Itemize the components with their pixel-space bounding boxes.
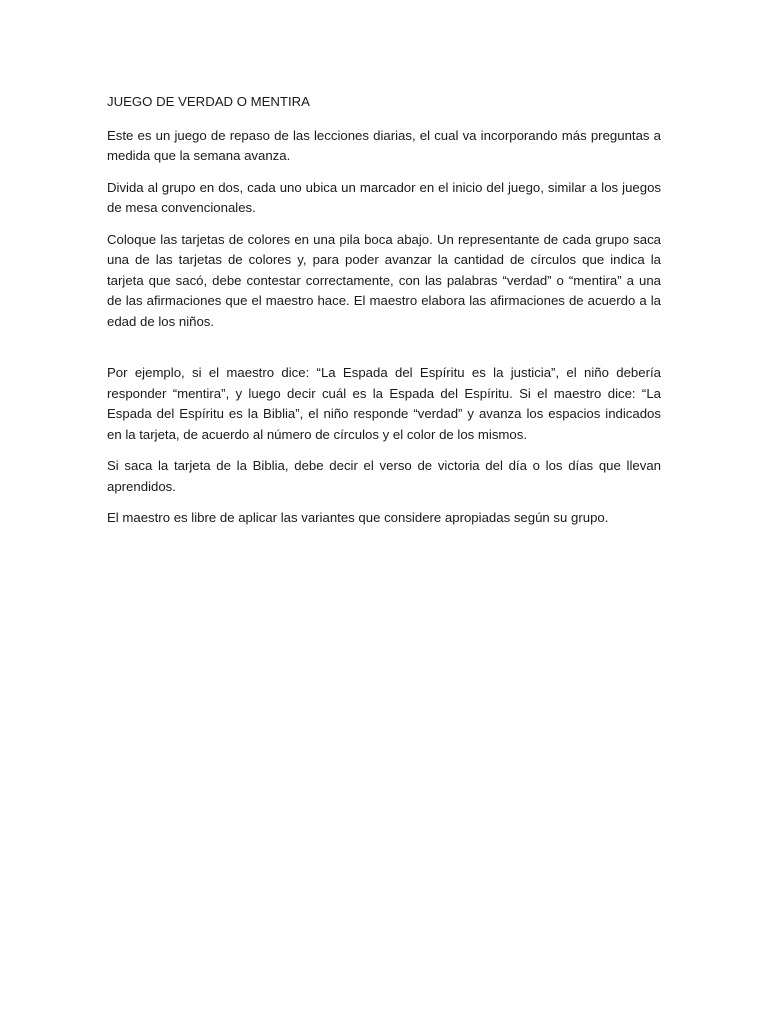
paragraph-bible-card: Si saca la tarjeta de la Biblia, debe decir el verso de victoria del día o los días que llevan aprendidos. [107,458,661,494]
paragraph-variants: El maestro es libre de aplicar las variantes que considere apropiadas según su grupo. [107,510,609,525]
paragraph-groups: Divida al grupo en dos, cada uno ubica un marcador en el inicio del juego, similar a los juegos de mesa convencionales. [107,179,661,215]
document-title: JUEGO DE VERDAD O MENTIRA [107,94,310,109]
paragraph-cards: Coloque las tarjetas de colores en una pila boca abajo. Un representante de cada grupo saca una de las tarjetas de colores y, para poder avanzar la cantidad de círculos que indica la tarjeta que sacó, debe contestar correctamente, con las palabras “verdad” o “mentira” a una de las afirmaciones que el maestro hace. El maestro elabora las afirmaciones de acuerdo a la edad de los niños. [107,231,661,329]
blank-line [107,343,661,363]
paragraph-example: Por ejemplo, si el maestro dice: “La Espada del Espíritu es la justicia”, el niño debería responder “mentira”, y luego decir cuál es la Espada del Espíritu. Si el maestro dice: “La Espada del Espíritu es la Biblia”, el niño responde “verdad” y avanza los espacios indicados en la tarjeta, de acuerdo al número de círculos y el color de los mismos. [107,365,661,442]
paragraph-intro: Este es un juego de repaso de las lecciones diarias, el cual va incorporando más preguntas a medida que la semana avanza. [107,127,661,163]
